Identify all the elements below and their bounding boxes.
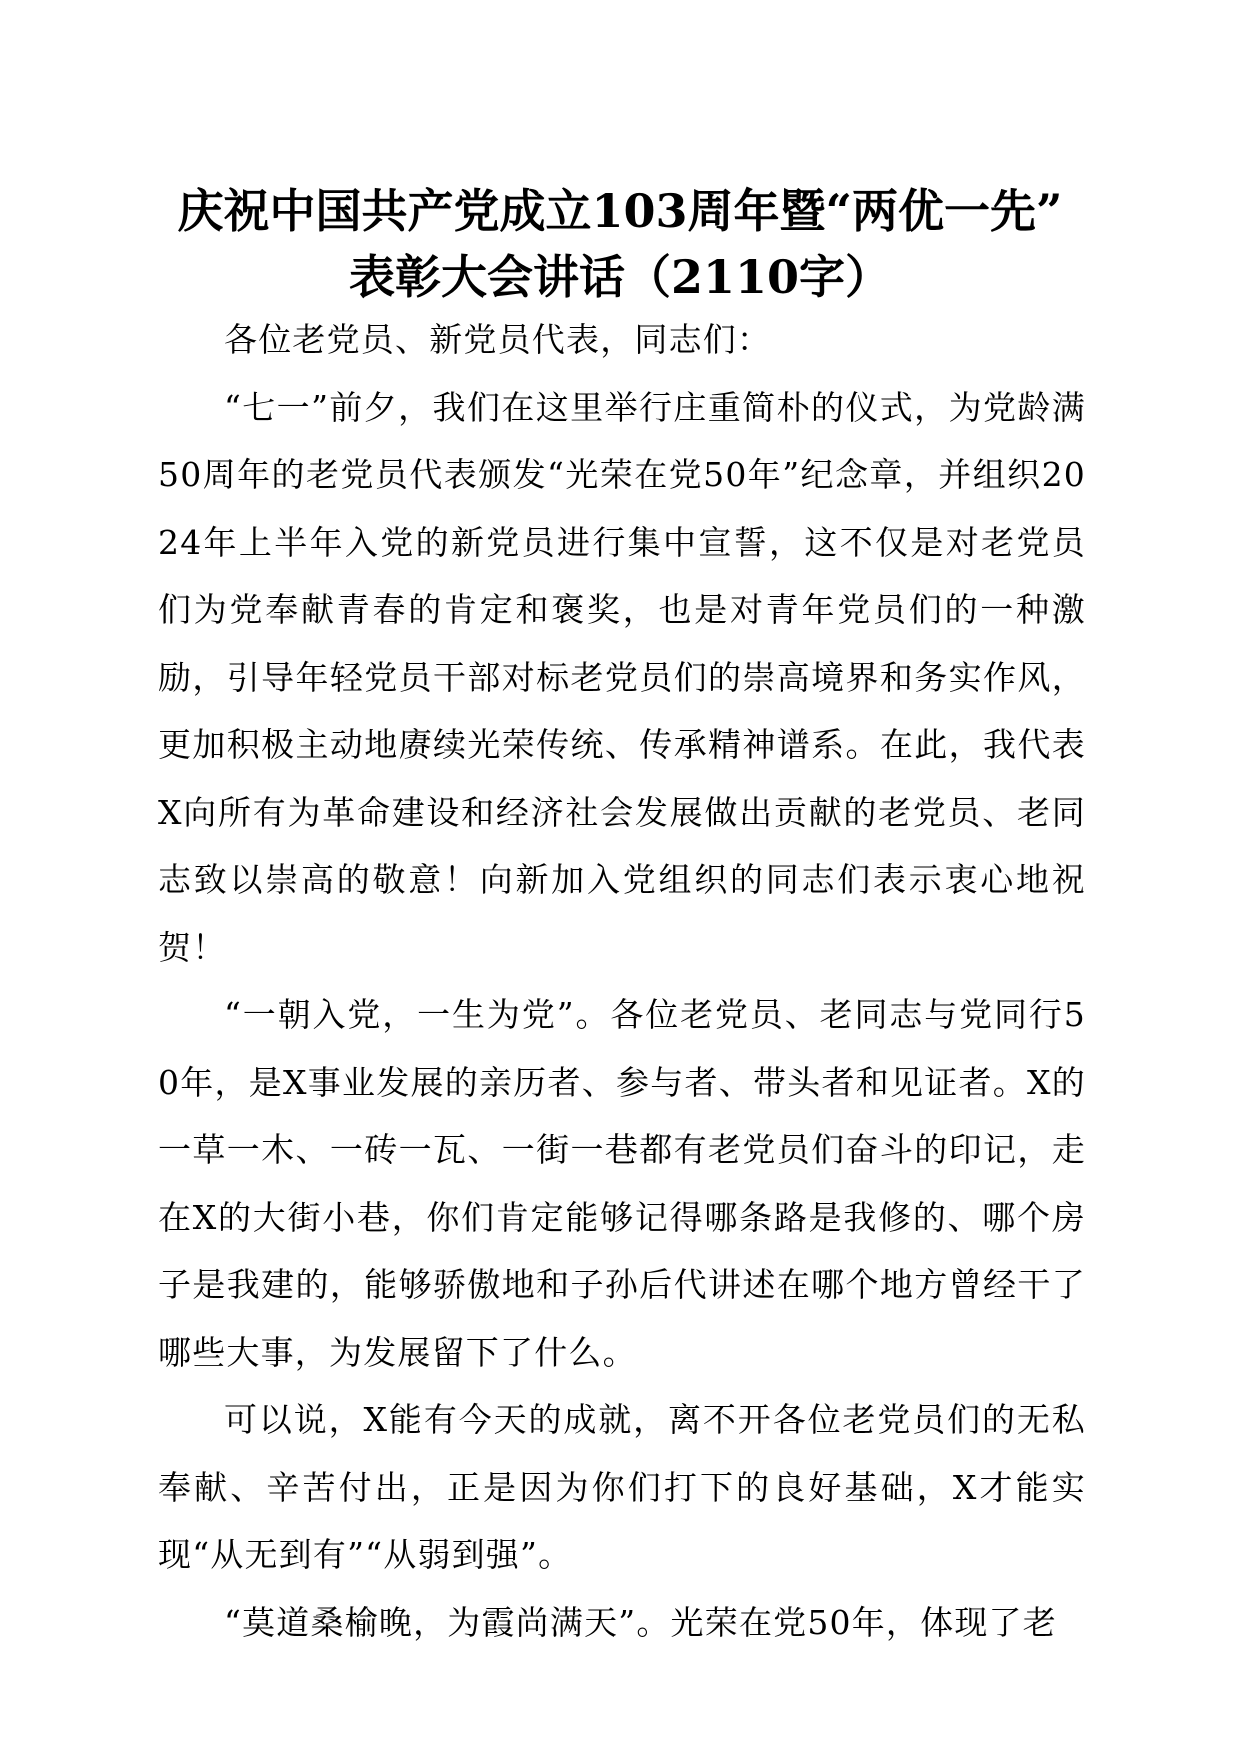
body-paragraph-3: 可以说，X能有今天的成就，离不开各位老党员们的无私奉献、辛苦付出，正是因为你们打下的良好基础，X才能实现“从无到有”“从弱到强”。 xyxy=(158,1400,1086,1574)
body-paragraph-1: “七一”前夕，我们在这里举行庄重简朴的仪式，为党龄满50周年的老党员代表颁发“光荣在党50年”纪念章，并组织2024年上半年入党的新党员进行集中宣誓，这不仅是对老党员们为党奉献青春的肯定和褒奖，也是对青年党员们的一种激励，引导年轻党员干部对标老党员们的崇高境界和务实作风，更加积极主动地赓续光荣传统、传承精神谱系。在此，我代表X向所有为革命建设和经济社会发展做出贡献的老党员、老同志致以崇高的敬意！向新加入党组织的同志们表示衷心地祝贺！ xyxy=(158,387,1086,967)
salutation-paragraph: 各位老党员、新党员代表，同志们： xyxy=(224,320,772,359)
title-line-2: 表彰大会讲话（2110字） xyxy=(348,250,892,304)
document-title xyxy=(150,178,1090,310)
body-paragraph-2: “一朝入党，一生为党”。各位老党员、老同志与党同行50年，是X事业发展的亲历者、参与者、带头者和见证者。X的一草一木、一砖一瓦、一街一巷都有老党员们奋斗的印记，走在X的大街小巷，你们肯定能够记得哪条路是我修的、哪个房子是我建的，能够骄傲地和子孙后代讲述在哪个地方曾经干了哪些大事，为发展留下了什么。 xyxy=(158,995,1086,1372)
title-line-1: 庆祝中国共产党成立103周年暨“两优一先” xyxy=(177,184,1063,238)
document-body xyxy=(158,306,1086,1656)
body-paragraph-4: “莫道桑榆晚，为霞尚满天”。光荣在党50年，体现了老 xyxy=(224,1602,1057,1642)
